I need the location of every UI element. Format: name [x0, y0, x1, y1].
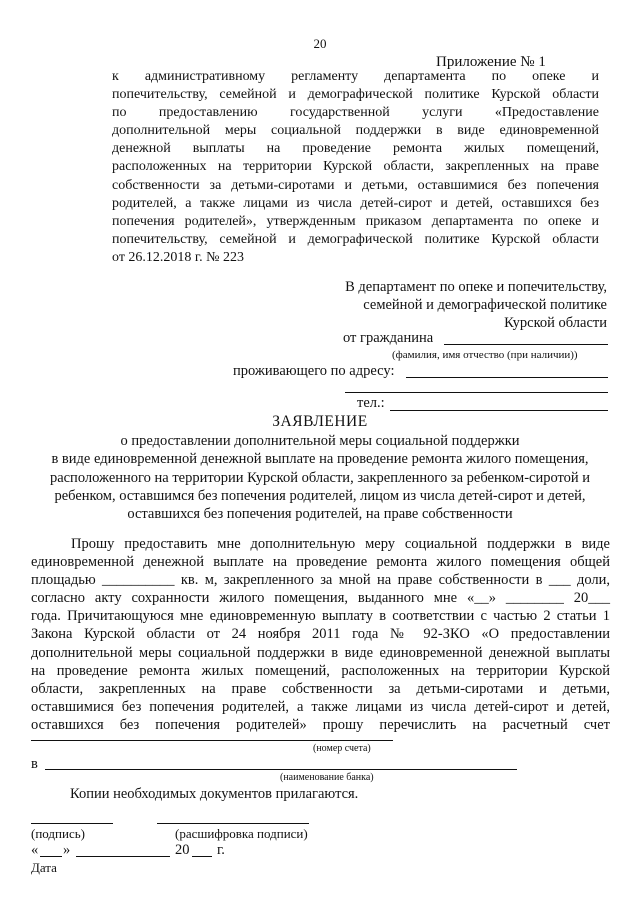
document-subheading: [20, 432, 620, 523]
body-line: единовременной денежной выплате на проведение ремонта жилого помещения общей: [31, 554, 610, 571]
signature-decoding-field[interactable]: [157, 823, 309, 824]
bank-name-field[interactable]: [45, 769, 517, 770]
appendix-line: расположенных на территории Курской области, закрепленных на праве: [112, 159, 599, 175]
appendix-line: попечения родителей», утвержденным приказом департамента по опеке и: [112, 213, 599, 229]
body-line: дополнительной меры социальной поддержки в виде единовременной денежной выплаты: [31, 644, 610, 661]
date-month-field[interactable]: [76, 856, 170, 857]
subheading-line: ребенком, оставшимся без попечения родителей, лицом из числа детей-сирот и детей,: [54, 487, 586, 504]
addressee-line-3: Курской области: [504, 315, 607, 331]
subheading-line: о предоставлении дополнительной меры социальной поддержки: [120, 433, 520, 449]
body-line: оставшимися без попечения родителей, а также лицами из числа детей-сирот и детей,: [31, 698, 610, 715]
body-line: согласно акту сохранности жилого помещения, выданного мне «__» ________ 20___: [31, 590, 610, 607]
subheading-line: оставшихся без попечения родителей, на праве собственности: [127, 506, 513, 523]
document-heading: ЗАЯВЛЕНИЕ: [272, 413, 368, 430]
application-body: [31, 535, 610, 734]
date-quote-open: «: [31, 842, 39, 858]
phone-field[interactable]: [390, 410, 608, 411]
page-number: 20: [313, 36, 327, 51]
appendix-line: попечительству, семейной и демографической политике Курской области: [112, 231, 599, 247]
body-line: года. Причитающуюся мне единовременную выплату в соответствии с частью 2 статьи 1: [31, 608, 610, 625]
addressee-line-2: семейной и демографической политике: [363, 297, 607, 313]
from-citizen-label: от гражданина: [343, 330, 434, 346]
date-quote-close: »: [63, 842, 71, 858]
attachments-note: Копии необходимых документов прилагаются.: [70, 786, 359, 802]
date-year-suffix: г.: [217, 842, 225, 858]
appendix-line: попечительству, семейной и демографической политике Курской области: [112, 87, 599, 103]
date-year-prefix: 20: [175, 842, 190, 858]
bank-name-caption: (наименование банка): [280, 772, 374, 783]
citizen-name-field[interactable]: [444, 344, 608, 345]
appendix-title: Приложение № 1: [436, 54, 546, 70]
signature-field[interactable]: [31, 823, 113, 824]
body-line: Прошу предоставить мне дополнительную меру социальной поддержки в виде: [71, 536, 610, 552]
appendix-line: денежной выплаты на проведение ремонта жилых помещений,: [112, 141, 599, 157]
account-number-field[interactable]: [31, 740, 393, 741]
appendix-line: собственности за детьми-сиротами и детьми, оставшимися без попечения: [112, 177, 599, 193]
appendix-line: от 26.12.2018 г. № 223: [112, 249, 244, 265]
phone-label: тел.:: [357, 395, 385, 411]
appendix-line: родителей, а также лицами из числа детей-сирот и детей, оставшихся без: [112, 195, 599, 211]
date-day-field[interactable]: [40, 856, 62, 857]
body-line: площадью __________ кв. м, закрепленного за мной на праве собственности в ___ доли,: [31, 572, 610, 589]
citizen-name-caption: (фамилия, имя отчество (при наличии)): [392, 349, 578, 361]
date-caption: Дата: [31, 860, 57, 875]
address-field[interactable]: [406, 377, 608, 378]
body-line: на проведение ремонта жилых помещений, расположенных на территории Курской: [31, 662, 610, 679]
signature-decoding-caption: (расшифровка подписи): [175, 826, 308, 841]
appendix-line: по предоставлению государственной услуги «Предоставление: [112, 105, 599, 121]
account-number-caption: (номер счета): [313, 743, 371, 754]
body-line: области, закрепленных на праве собственности за детьми-сиротами и детьми,: [31, 680, 610, 697]
subheading-line: расположенного на территории Курской области, закрепленного за ребенком-сиротой и: [49, 469, 591, 486]
addressee-line-1: В департамент по опеке и попечительству,: [345, 279, 607, 295]
appendix-reference: [112, 68, 599, 267]
signature-caption: (подпись): [31, 826, 85, 841]
appendix-line: к административному регламенту департамента по опеке и: [112, 69, 599, 84]
body-line: оставшихся без попечения родителей» прошу перечислить на расчетный счет: [31, 716, 610, 733]
address-field-2[interactable]: [345, 392, 608, 393]
subheading-line: в виде единовременной денежной выплате на проведение ремонта жилого помещения,: [51, 451, 589, 468]
bank-prefix: в: [31, 756, 38, 772]
address-label: проживающего по адресу:: [233, 363, 395, 379]
appendix-line: дополнительной меры социальной поддержки в виде единовременной: [112, 123, 599, 139]
body-line: Закона Курской области от 24 ноября 2011 года № 92-ЗКО «О предоставлении: [31, 626, 610, 643]
date-year-field[interactable]: [192, 856, 212, 857]
